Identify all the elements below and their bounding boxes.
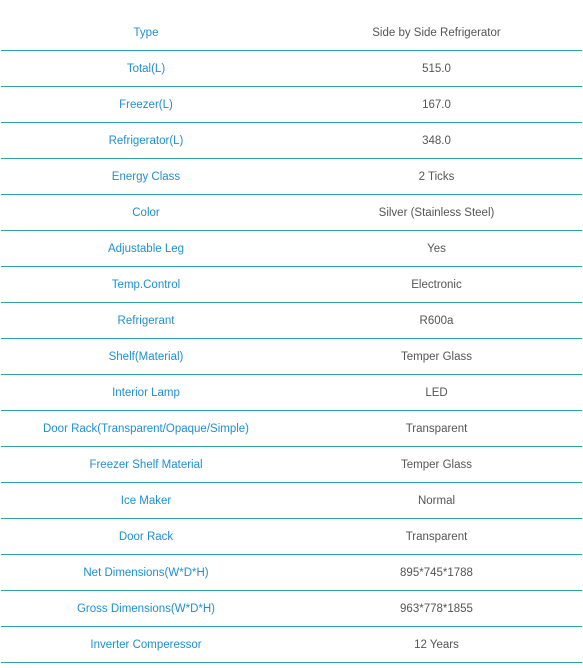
spec-value: 2 Ticks — [418, 170, 455, 183]
spec-value: 12 Years — [414, 638, 459, 651]
spec-label: Gross Dimensions(W*D*H) — [76, 602, 216, 615]
spec-label: Adjustable Leg — [107, 242, 185, 255]
spec-value: Normal — [417, 494, 456, 507]
spec-row-shelf-material — [1, 339, 582, 375]
spec-value: Temper Glass — [401, 350, 472, 363]
spec-label: Color — [132, 206, 160, 219]
spec-value: Temper Glass — [401, 458, 472, 471]
spec-label: Refrigerant — [117, 314, 175, 327]
spec-label: Door Rack — [118, 530, 174, 543]
spec-row-interior-lamp — [1, 375, 582, 411]
spec-value: 963*778*1855 — [400, 602, 473, 615]
spec-value: LED — [425, 386, 448, 399]
spec-value: Yes — [427, 242, 446, 255]
spec-row-door-rack-type — [1, 411, 582, 447]
spec-row-freezer-shelf-material — [1, 447, 582, 483]
spec-value: R600a — [419, 314, 454, 327]
spec-row-door-rack — [1, 519, 582, 555]
spec-row-ice-maker — [1, 483, 582, 519]
spec-row-inverter-compressor — [1, 627, 582, 663]
spec-row-refrigerator — [1, 123, 582, 159]
spec-label: Interior Lamp — [112, 386, 180, 399]
spec-value: Silver (Stainless Steel) — [378, 206, 495, 219]
spec-row-adjustable-leg — [1, 231, 582, 267]
spec-row-total — [1, 51, 582, 87]
spec-label: Freezer Shelf Material — [89, 458, 203, 471]
spec-value: Side by Side Refrigerator — [372, 26, 501, 39]
spec-value: Electronic — [411, 278, 462, 291]
spec-value: Transparent — [405, 422, 468, 435]
spec-label: Shelf(Material) — [108, 350, 184, 363]
spec-row-color — [1, 195, 582, 231]
spec-row-net-dimensions — [1, 555, 582, 591]
spec-value: Transparent — [405, 530, 468, 543]
spec-row-energy-class — [1, 159, 582, 195]
spec-row-gross-dimensions — [1, 591, 582, 627]
spec-table — [1, 0, 582, 663]
spec-value: 348.0 — [422, 134, 451, 147]
spec-label: Inverter Comperessor — [90, 638, 202, 651]
spec-label: Temp.Control — [111, 278, 181, 291]
spec-row-freezer — [1, 87, 582, 123]
spec-label: Net Dimensions(W*D*H) — [83, 566, 209, 579]
spec-label: Total(L) — [126, 62, 166, 75]
spec-label: Door Rack(Transparent/Opaque/Simple) — [42, 422, 250, 435]
spec-row-type — [1, 15, 582, 51]
spec-value: 895*745*1788 — [400, 566, 473, 579]
spec-value: 515.0 — [422, 62, 451, 75]
spec-label: Type — [133, 26, 159, 39]
spec-label: Energy Class — [111, 170, 181, 183]
spec-row-refrigerant — [1, 303, 582, 339]
spec-label: Ice Maker — [120, 494, 172, 507]
spec-label: Freezer(L) — [119, 98, 173, 111]
spec-value: 167.0 — [422, 98, 451, 111]
spec-label: Refrigerator(L) — [108, 134, 184, 147]
spec-row-temp-control — [1, 267, 582, 303]
